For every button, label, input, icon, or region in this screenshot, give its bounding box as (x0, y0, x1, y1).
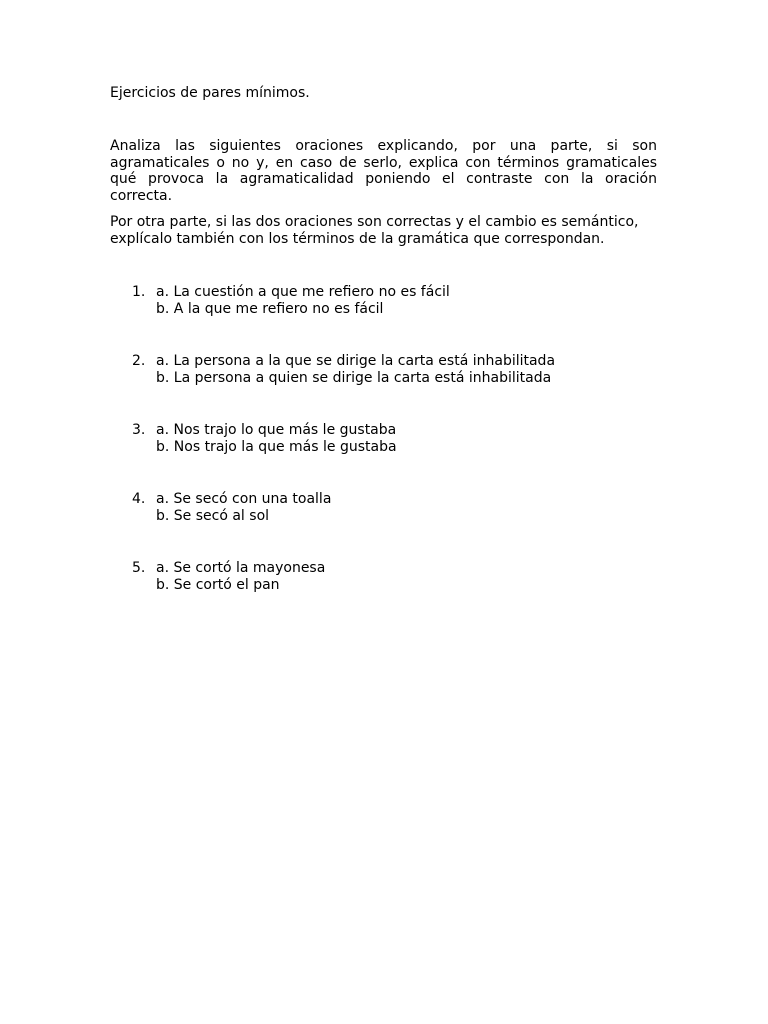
sentence-a: a. Se secó con una toalla (156, 490, 332, 507)
instructions-paragraph-1: Analiza las siguientes oraciones explicando, por una parte, si son agramaticales o no y, en caso de serlo, explica con términos gramaticales qué provoca la agramaticalidad poniendo el contraste con la oración correcta. (110, 138, 657, 204)
sentence-b: b. Se cortó el pan (156, 576, 280, 593)
sentence-a: a. Nos trajo lo que más le gustaba (156, 421, 397, 438)
sentence-b: b. A la que me refiero no es fácil (156, 300, 384, 317)
exercise-number: 1. (132, 283, 146, 300)
exercise-item (110, 353, 657, 387)
exercise-item (110, 284, 657, 318)
sentence-a: a. Se cortó la mayonesa (156, 559, 326, 576)
sentence-a: a. La cuestión a que me refiero no es fácil (156, 283, 450, 300)
document-page (110, 85, 657, 629)
sentence-a: a. La persona a la que se dirige la carta está inhabilitada (156, 352, 556, 369)
exercise-number: 5. (132, 559, 146, 576)
exercise-number: 2. (132, 352, 146, 369)
exercise-number: 3. (132, 421, 146, 438)
sentence-b: b. Nos trajo la que más le gustaba (156, 438, 397, 455)
exercise-item (110, 491, 657, 525)
sentence-b: b. Se secó al sol (156, 507, 270, 524)
sentence-b: b. La persona a quien se dirige la carta está inhabilitada (156, 369, 552, 386)
document-title: Ejercicios de pares mínimos. (110, 85, 310, 101)
exercise-number: 4. (132, 490, 146, 507)
exercise-list (110, 284, 657, 594)
exercise-item (110, 422, 657, 456)
instructions-paragraph-2: Por otra parte, si las dos oraciones son correctas y el cambio es semántico, explícalo también con los términos de la gramática que correspondan. (110, 214, 639, 247)
exercise-item (110, 560, 657, 594)
